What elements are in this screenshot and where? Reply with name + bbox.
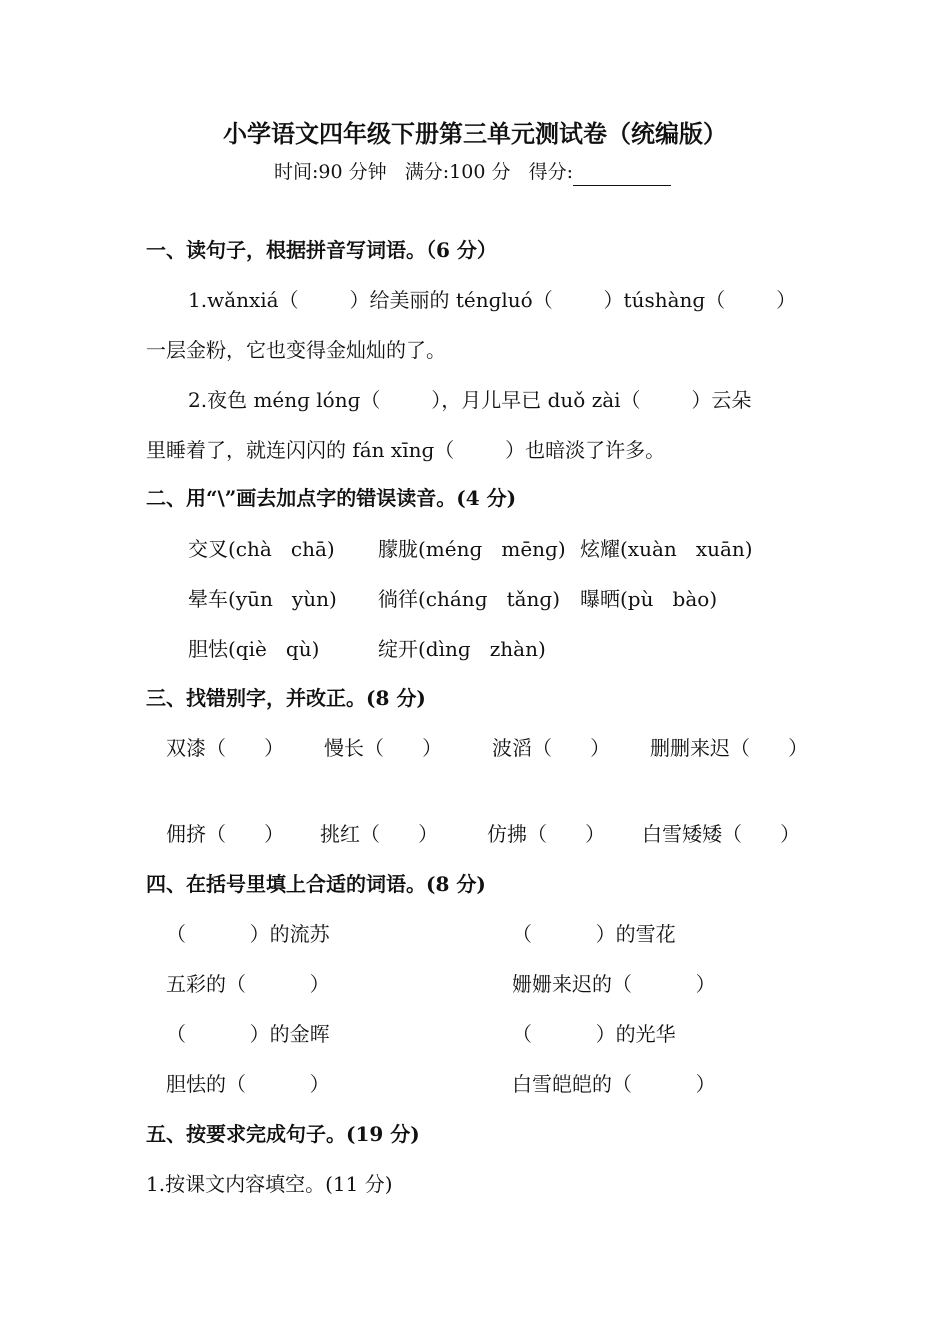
section-1-heading: 一、读句子，根据拼音写词语。（6 分） bbox=[146, 238, 497, 262]
typo-item: 仿拂（ ） bbox=[487, 822, 606, 846]
pinyin-item: 朦胧(ménɡ mēnɡ) bbox=[378, 537, 566, 561]
score-blank[interactable] bbox=[573, 163, 671, 186]
pinyin-item: 绽开(dìnɡ zhàn) bbox=[378, 637, 546, 661]
pinyin-item: 晕车(yūn yùn) bbox=[188, 587, 337, 611]
time-label: 时间:90 分钟 bbox=[274, 161, 387, 183]
section-1-q1-line2: 一层金粉，它也变得金灿灿的了。 bbox=[146, 338, 446, 362]
fill-item: 白雪皑皑的（ ） bbox=[512, 1072, 716, 1096]
section-2-heading: 二、用“\”画去加点字的错误读音。(4 分) bbox=[146, 486, 517, 510]
pinyin-item: 交叉(chà chā) bbox=[188, 537, 335, 561]
fill-item: （ ）的金晖 bbox=[166, 1022, 330, 1046]
fill-item: 姗姗来迟的（ ） bbox=[512, 972, 716, 996]
typo-item: 删删来迟（ ） bbox=[650, 736, 809, 760]
page-title: 小学语文四年级下册第三单元测试卷（统编版） bbox=[223, 119, 727, 148]
pinyin-item: 胆怯(qiè qù) bbox=[188, 637, 320, 661]
fill-item: （ ）的流苏 bbox=[166, 922, 330, 946]
section-1-q1-line1: 1.wǎnxiá（ ）给美丽的 ténɡluó（ ）túshànɡ（ ） bbox=[188, 288, 797, 312]
typo-item: 双漆（ ） bbox=[166, 736, 285, 760]
typo-item: 白雪矮矮（ ） bbox=[642, 822, 801, 846]
typo-item: 佣挤（ ） bbox=[166, 822, 285, 846]
full-score-label: 满分:100 分 bbox=[404, 161, 511, 183]
section-4-heading: 四、在括号里填上合适的词语。(8 分) bbox=[146, 872, 486, 896]
pinyin-item: 徜徉(chánɡ tǎnɡ) bbox=[378, 587, 561, 611]
section-1-q2-line2: 里睡着了，就连闪闪的 fán xīnɡ（ ）也暗淡了许多。 bbox=[146, 438, 666, 462]
section-5-sub1: 1.按课文内容填空。(11 分) bbox=[146, 1172, 393, 1196]
typo-item: 挑红（ ） bbox=[320, 822, 439, 846]
section-1-q2-line1: 2.夜色 ménɡ lónɡ（ ），月儿早已 duǒ zài（ ）云朵 bbox=[188, 388, 752, 412]
pinyin-item: 炫耀(xuàn xuān) bbox=[580, 537, 753, 561]
fill-item: （ ）的雪花 bbox=[512, 922, 676, 946]
pinyin-item: 曝晒(pù bào) bbox=[580, 587, 718, 611]
exam-meta bbox=[274, 158, 671, 186]
typo-item: 波滔（ ） bbox=[492, 736, 611, 760]
section-5-heading: 五、按要求完成句子。(19 分) bbox=[146, 1122, 420, 1146]
score-label: 得分: bbox=[528, 161, 573, 183]
fill-item: 五彩的（ ） bbox=[166, 972, 330, 996]
typo-item: 慢长（ ） bbox=[324, 736, 443, 760]
section-3-heading: 三、找错别字，并改正。(8 分) bbox=[146, 686, 426, 710]
fill-item: 胆怯的（ ） bbox=[166, 1072, 330, 1096]
fill-item: （ ）的光华 bbox=[512, 1022, 676, 1046]
